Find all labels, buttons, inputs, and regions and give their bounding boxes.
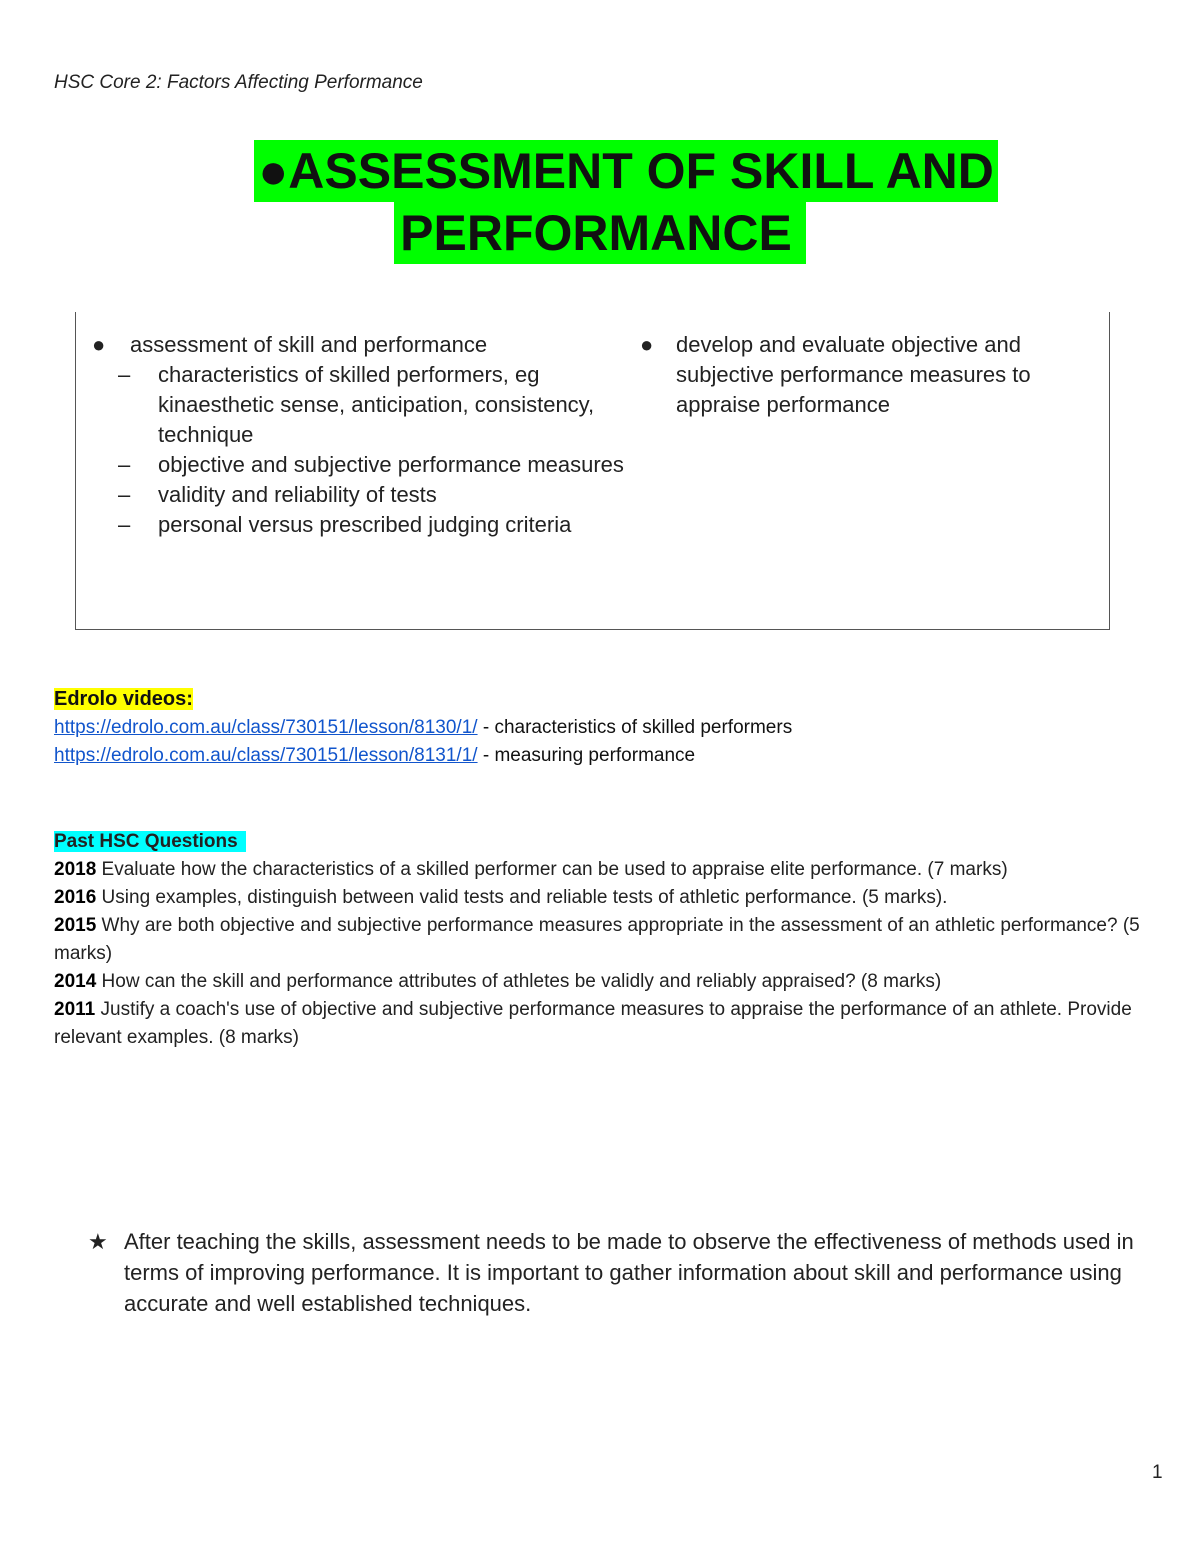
question-item [54,884,1154,912]
title-bullet: ● [258,143,289,199]
question-year: 2016 [54,887,97,908]
question-text: Using examples, distinguish between valid tests and reliable tests of athletic performance. (5 marks). [96,887,948,908]
note-text: After teaching the skills, assessment needs to be made to observe the effectiveness of methods used in terms of improving performance. It is important to gather information about skill and performance using accurate and well established techniques. [124,1229,1134,1316]
question-item [54,856,1154,884]
syllabus-outcome-point [636,330,1096,420]
question-year: 2018 [54,859,97,880]
edrolo-link-desc: - characteristics of skilled performers [477,717,793,738]
syllabus-sub-text: validity and reliability of tests [158,482,437,507]
question-text: Why are both objective and subjective performance measures appropriate in the assessment of an athletic performance? (5 marks) [54,915,1140,964]
page-title [0,140,1200,264]
dash-icon: – [118,482,131,507]
syllabus-main-point [88,330,628,360]
title-line-1 [254,140,998,202]
syllabus-table [75,312,1110,630]
question-year: 2014 [54,971,97,992]
syllabus-sub-point [88,360,628,450]
edrolo-link-row [54,742,792,770]
syllabus-main-text: assessment of skill and performance [130,332,488,357]
syllabus-sub-text: objective and subjective performance measures [158,452,624,477]
note-item [88,1226,1148,1319]
past-questions-heading: Past HSC Questions [54,831,246,852]
edrolo-link-2[interactable]: https://edrolo.com.au/class/730151/lesson/8131/1/ [54,745,478,766]
bullet-icon: ● [92,332,106,357]
question-item [54,996,1154,1052]
bullet-icon: ● [640,332,654,357]
question-text: Evaluate how the characteristics of a skilled performer can be used to appraise elite performance. (7 marks) [96,859,1008,880]
question-item [54,912,1154,968]
syllabus-left-column [88,330,628,540]
question-text: How can the skill and performance attributes of athletes be validly and reliably appraised? (8 marks) [96,971,942,992]
question-year: 2015 [54,915,97,936]
past-questions-section [54,828,1154,1052]
question-item [54,968,1154,996]
title-text-1: ASSESSMENT OF SKILL AND [288,143,994,199]
dash-icon: – [118,452,131,477]
star-icon: ★ [88,1229,108,1254]
question-text: Justify a coach's use of objective and subjective performance measures to appraise the performance of an athlete. Provide relevant examples. (8 marks) [54,999,1132,1048]
syllabus-outcome-text: develop and evaluate objective and subjective performance measures to appraise performance [676,332,1031,417]
edrolo-link-1[interactable]: https://edrolo.com.au/class/730151/lesson/8130/1/ [54,717,478,738]
edrolo-link-row [54,714,792,742]
title-line-2: PERFORMANCE [394,202,806,264]
edrolo-section [54,685,792,770]
edrolo-heading: Edrolo videos: [54,688,193,710]
dash-icon: – [118,362,131,387]
document-header: HSC Core 2: Factors Affecting Performance [54,72,423,93]
syllabus-sub-text: characteristics of skilled performers, eg kinaesthetic sense, anticipation, consistency, technique [158,362,595,447]
page-number: 1 [1152,1462,1163,1483]
edrolo-link-desc: - measuring performance [477,745,696,766]
syllabus-right-column [636,330,1096,420]
syllabus-sub-point [88,450,628,480]
syllabus-sub-point [88,480,628,510]
dash-icon: – [118,512,131,537]
syllabus-sub-point [88,510,628,540]
question-year: 2011 [54,999,96,1020]
syllabus-sub-text: personal versus prescribed judging criteria [158,512,572,537]
